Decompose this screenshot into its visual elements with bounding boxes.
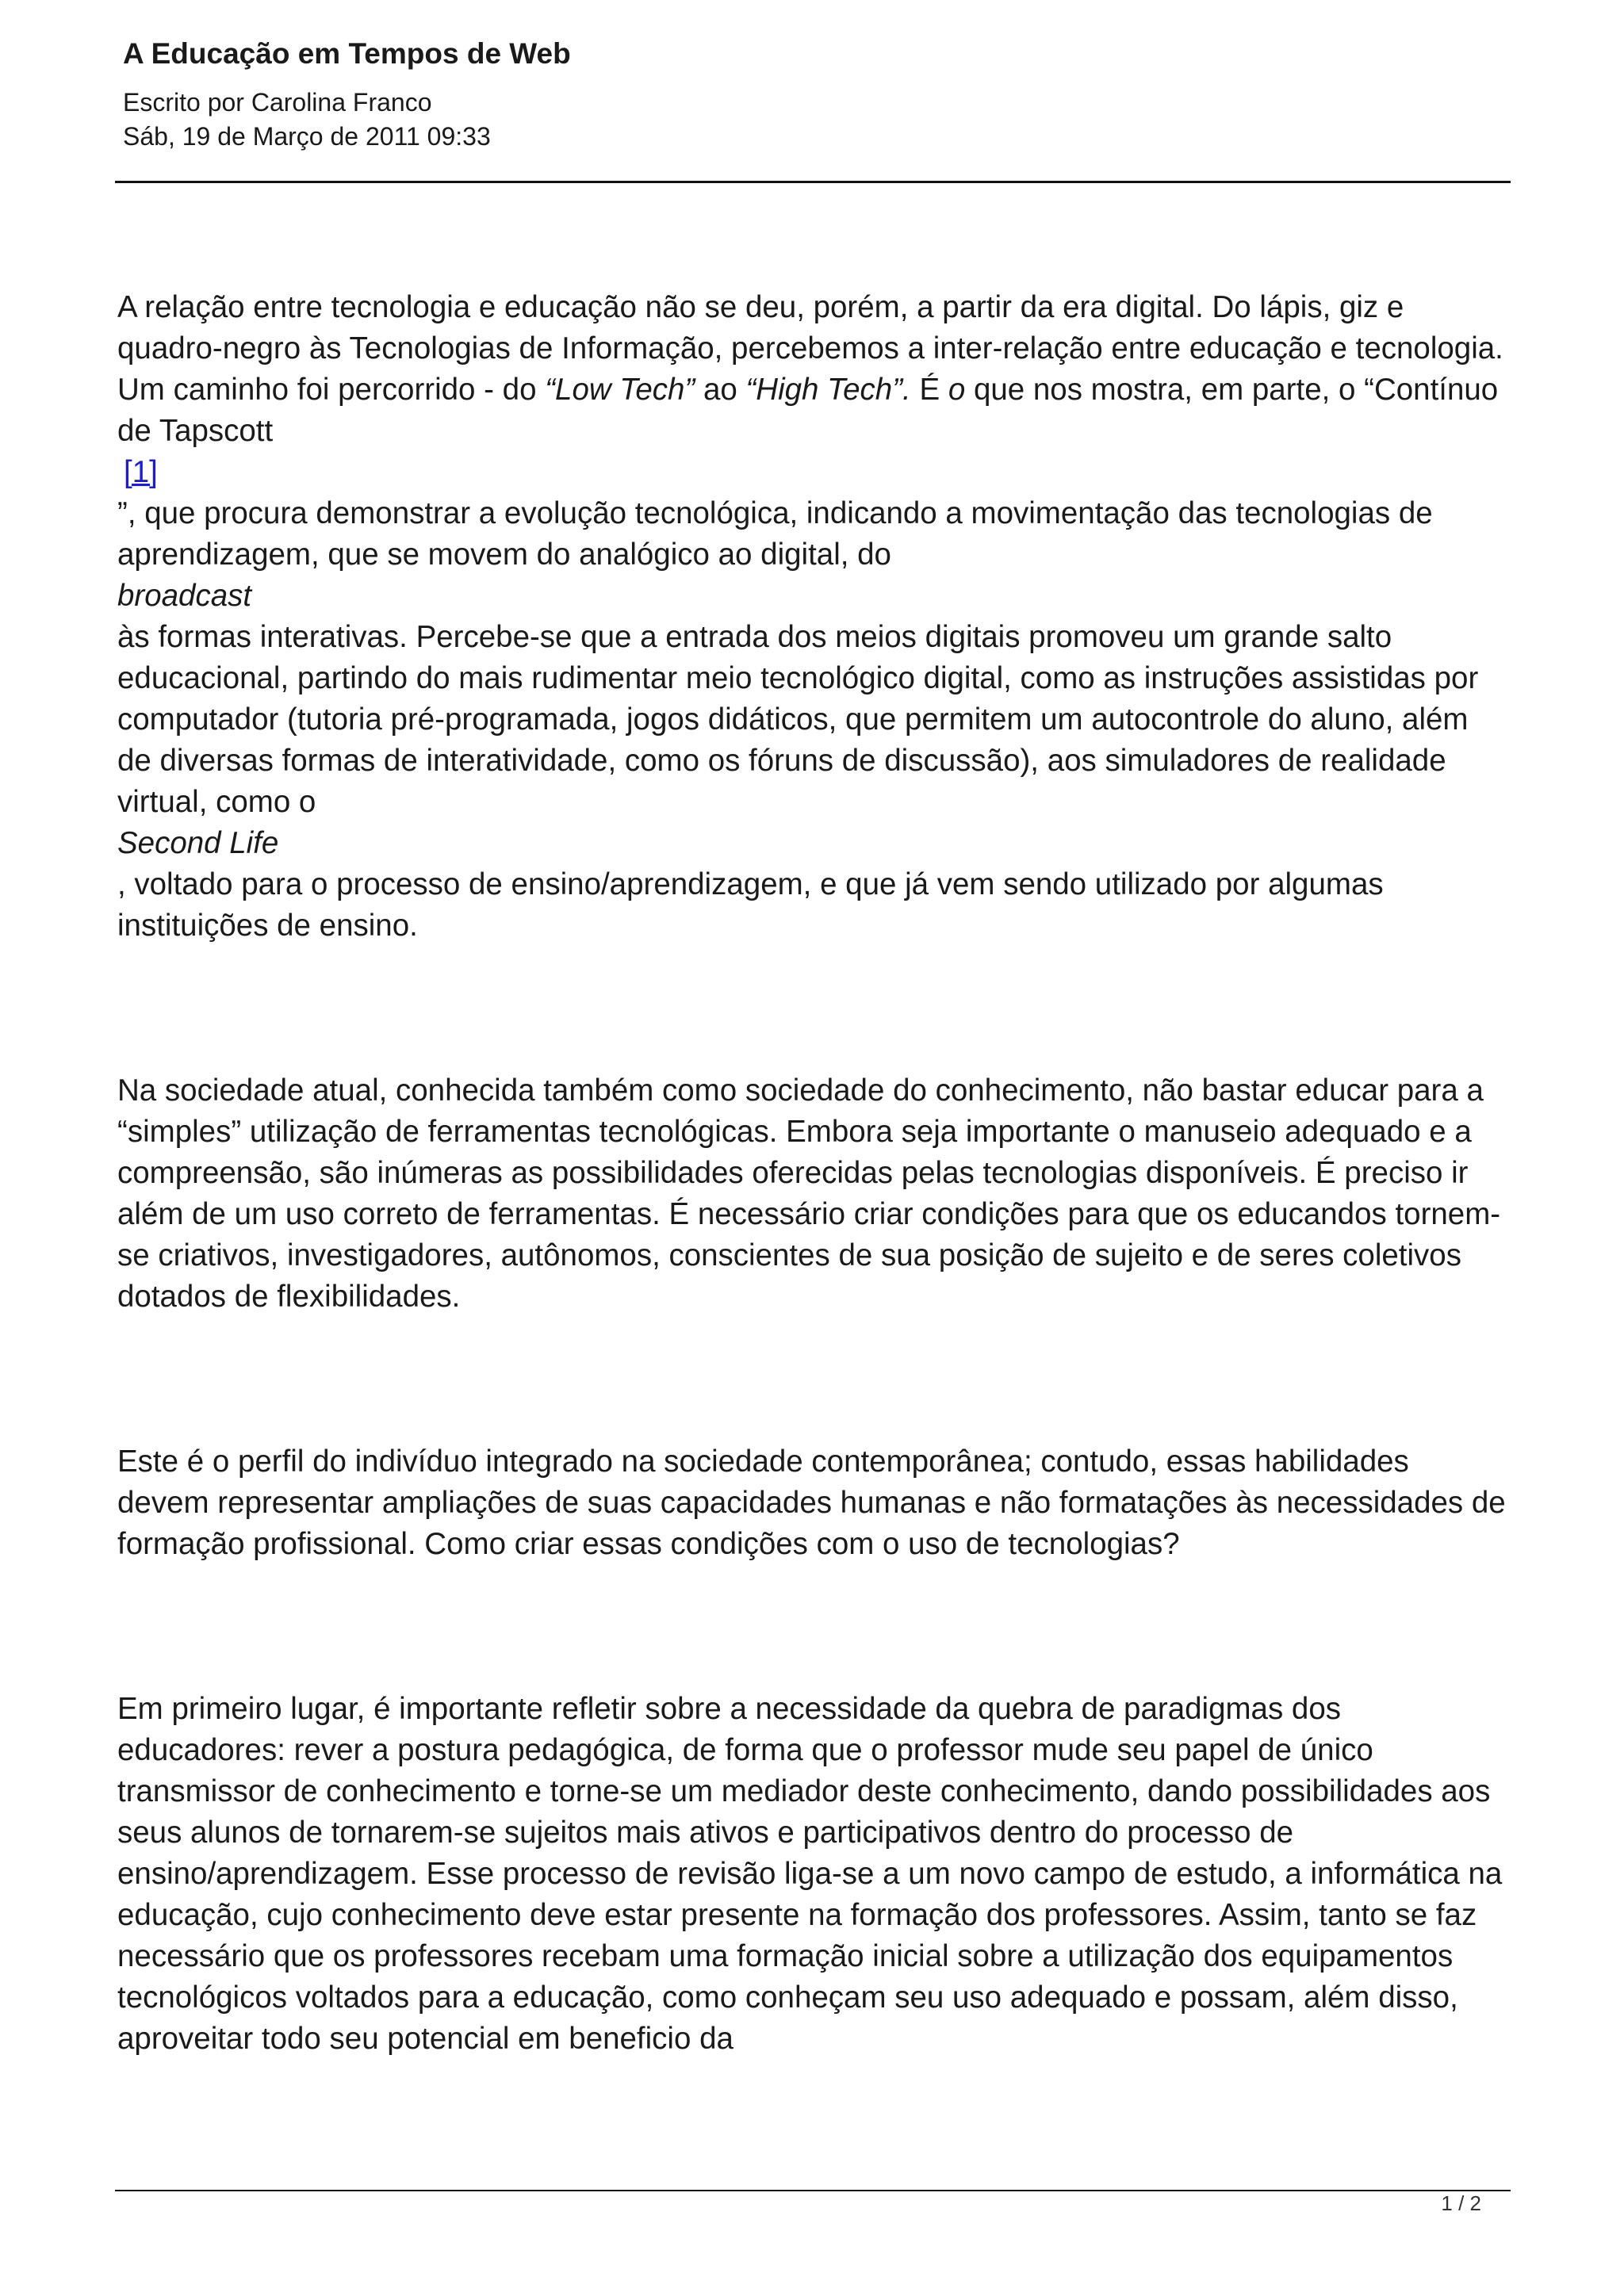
second-life-term: Second Life — [117, 826, 279, 860]
paragraph-1-o: o — [948, 373, 966, 407]
header-divider — [115, 181, 1511, 183]
paragraph-1-text-b: que nos mostra, em parte, o “Contínuo de Tapscott — [117, 373, 1499, 448]
paragraph-1-text-d: às formas interativas. Percebe-se que a entrada dos meios digitais promoveu um grande salto educacional, partindo do mais rudimentar meio tecnológico digital, como as instruções assistidas por computador (tutoria pré-programada, jogos didáticos, que permitem um autocontrole do aluno, além de diversas formas de interatividade, como os fóruns de discussão), aos simuladores de realidade virtual, como o — [117, 620, 1479, 819]
paragraph-spacer — [117, 1318, 1509, 1441]
article-title: A Educação em Tempos de Web — [123, 37, 571, 70]
high-tech-term: “High Tech”. — [745, 373, 911, 407]
footnote-row — [117, 452, 1509, 493]
paragraph-1-text-a: A relação entre tecnologia e educação não se deu, porém, a partir da era digital. Do lápis, giz e quadro-negro às Tecnologias de Informação, percebemos a inter-relação entre educação e tecnologia. Um caminho foi percorrido - do — [117, 290, 1503, 407]
paragraph-1-e: É — [910, 373, 948, 407]
paragraph-2: Na sociedade atual, conhecida também como sociedade do conhecimento, não bastar educar para a “simples” utilização de ferramentas tecnológicas. Embora seja importante o manuseio adequado e a compreensão, são inúmeras as possibilidades oferecidas pelas tecnologias disponíveis. É preciso ir além de um uso correto de ferramentas. É necessário criar condições para que os educandos tornem-se criativos, investigadores, autônomos, conscientes de sua posição de sujeito e de seres coletivos dotados de flexibilidades. — [117, 1073, 1501, 1314]
author-line: Escrito por Carolina Franco — [123, 88, 432, 117]
paragraph-1 — [117, 287, 1509, 947]
article-body — [117, 287, 1509, 2060]
page-number: 1 / 2 — [1441, 2191, 1481, 2215]
paragraph-1-ao: ao — [695, 373, 746, 407]
footer-divider — [115, 2190, 1511, 2191]
low-tech-term: “Low Tech” — [545, 373, 695, 407]
paragraph-1-text-f: , voltado para o processo de ensino/aprendizagem, e que já vem sendo utilizado por algumas instituições de ensino. — [117, 867, 1384, 943]
broadcast-term: broadcast — [117, 579, 252, 613]
paragraph-1-line-group-1 — [117, 287, 1509, 452]
footnote-link-1[interactable]: [1] — [124, 455, 158, 489]
date-line: Sáb, 19 de Março de 2011 09:33 — [123, 122, 491, 151]
paragraph-1-text-c: ”, que procura demonstrar a evolução tecnológica, indicando a movimentação das tecnologias de aprendizagem, que se movem do analógico ao digital, do — [117, 496, 1433, 572]
paragraph-spacer — [117, 947, 1509, 1070]
article-meta — [123, 86, 1511, 154]
paragraph-4: Em primeiro lugar, é importante refletir sobre a necessidade da quebra de paradigmas dos educadores: rever a postura pedagógica, de forma que o professor mude seu papel de único transmissor de conhecimento e torne-se um mediador deste conhecimento, dando possibilidades aos seus alunos de tornarem-se sujeitos mais ativos e participativos dentro do processo de ensino/aprendizagem. Esse processo de revisão liga-se a um novo campo de estudo, a informática na educação, cujo conhecimento deve estar presente na formação dos professores. Assim, tanto se faz necessário que os professores recebam uma formação inicial sobre a utilização dos equipamentos tecnológicos voltados para a educação, como conheçam seu uso adequado e possam, além disso, aproveitar todo seu potencial em beneficio da — [117, 1692, 1503, 2056]
paragraph-spacer — [117, 1565, 1509, 1689]
paragraph-3: Este é o perfil do indivíduo integrado na sociedade contemporânea; contudo, essas habilidades devem representar ampliações de suas capacidades humanas e não formatações às necessidades de formação profissional. Como criar essas condições com o uso de tecnologias? — [117, 1445, 1506, 1561]
article-header — [123, 32, 1511, 154]
